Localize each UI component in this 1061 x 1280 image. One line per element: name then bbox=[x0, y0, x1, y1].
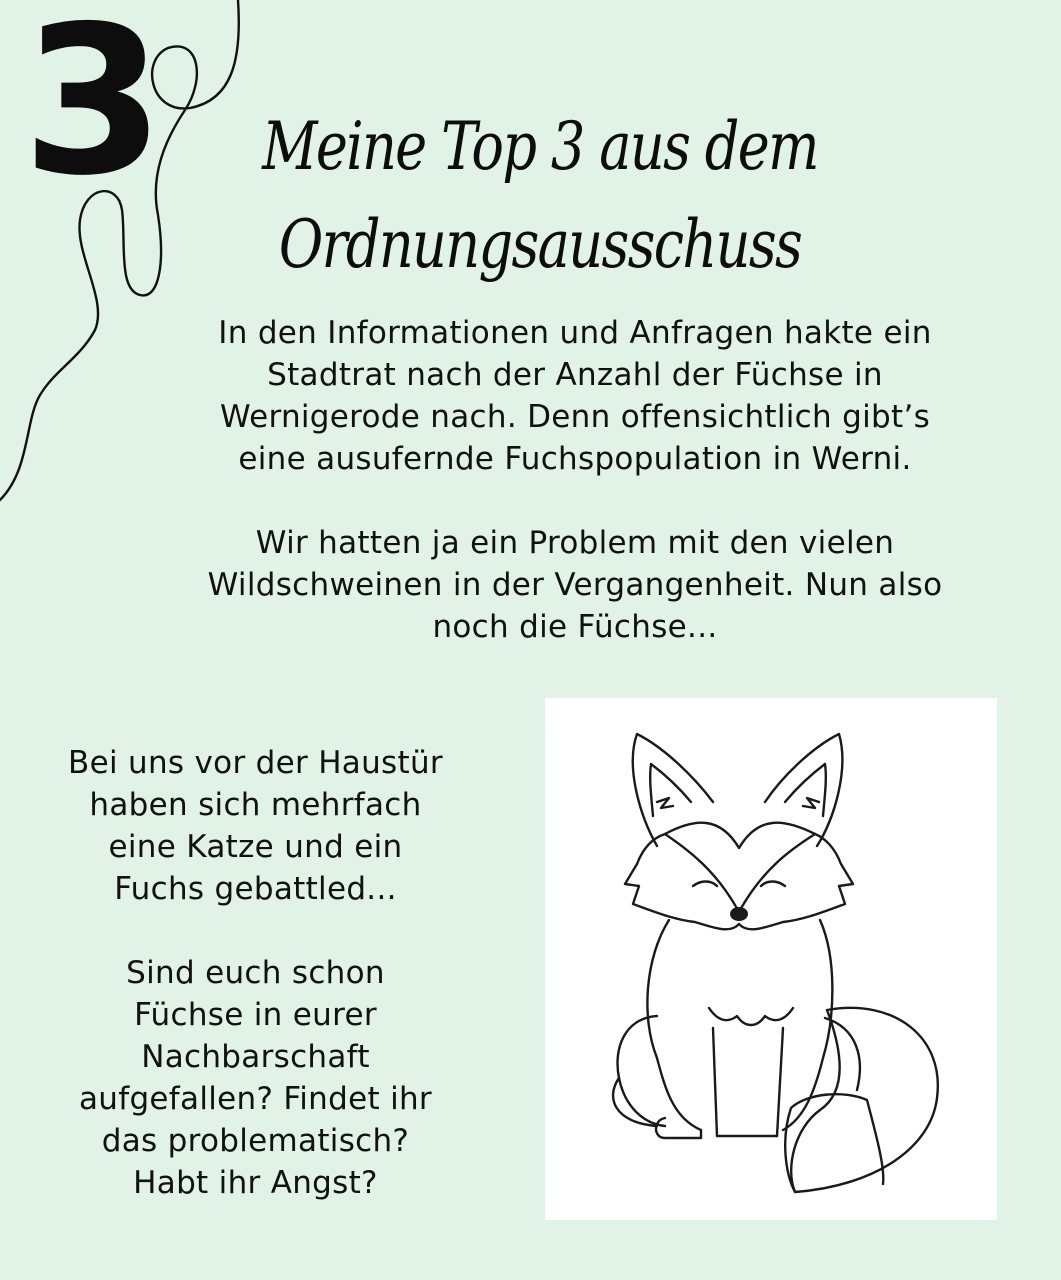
intro-paragraph-2 bbox=[120, 522, 1030, 648]
page-title bbox=[261, 98, 819, 294]
big-number: 3 bbox=[22, 0, 161, 221]
title-line-2: Ordnungsausschuss bbox=[278, 206, 802, 283]
text-line: eine Katze und ein bbox=[108, 829, 403, 865]
text-line: Wir hatten ja ein Problem mit den vielen bbox=[255, 525, 895, 561]
text-line: aufgefallen? Findet ihr bbox=[79, 1081, 432, 1117]
text-line: Wernigerode nach. Denn offensichtlich gibt’s bbox=[219, 399, 931, 435]
text-line: Wildschweinen in der Vergangenheit. Nun also bbox=[207, 567, 943, 603]
text-line: Sind euch schon bbox=[126, 955, 385, 991]
intro-paragraph-1 bbox=[120, 312, 1030, 480]
text-line: Bei uns vor der Haustür bbox=[68, 745, 443, 781]
text-line: das problematisch? bbox=[101, 1123, 410, 1159]
side-text bbox=[18, 742, 493, 1204]
fox-illustration-card bbox=[545, 698, 997, 1220]
text-line: Habt ihr Angst? bbox=[133, 1165, 378, 1201]
text-line: eine ausufernde Fuchspopulation in Werni. bbox=[238, 441, 912, 477]
text-line: noch die Füchse... bbox=[432, 609, 718, 645]
text-line: Nachbarschaft bbox=[141, 1039, 370, 1075]
side-paragraph-2 bbox=[18, 952, 493, 1204]
side-paragraph-1 bbox=[18, 742, 493, 910]
text-line: Füchse in eurer bbox=[134, 997, 377, 1033]
text-line: In den Informationen und Anfragen hakte ein bbox=[218, 315, 932, 351]
title-line-1: Meine Top 3 aus dem bbox=[262, 108, 818, 185]
text-line: Stadtrat nach der Anzahl der Füchse in bbox=[267, 357, 883, 393]
text-line: Fuchs gebattled... bbox=[114, 871, 397, 907]
text-line: haben sich mehrfach bbox=[89, 787, 422, 823]
intro-text bbox=[120, 312, 1030, 648]
fox-icon bbox=[545, 698, 997, 1220]
